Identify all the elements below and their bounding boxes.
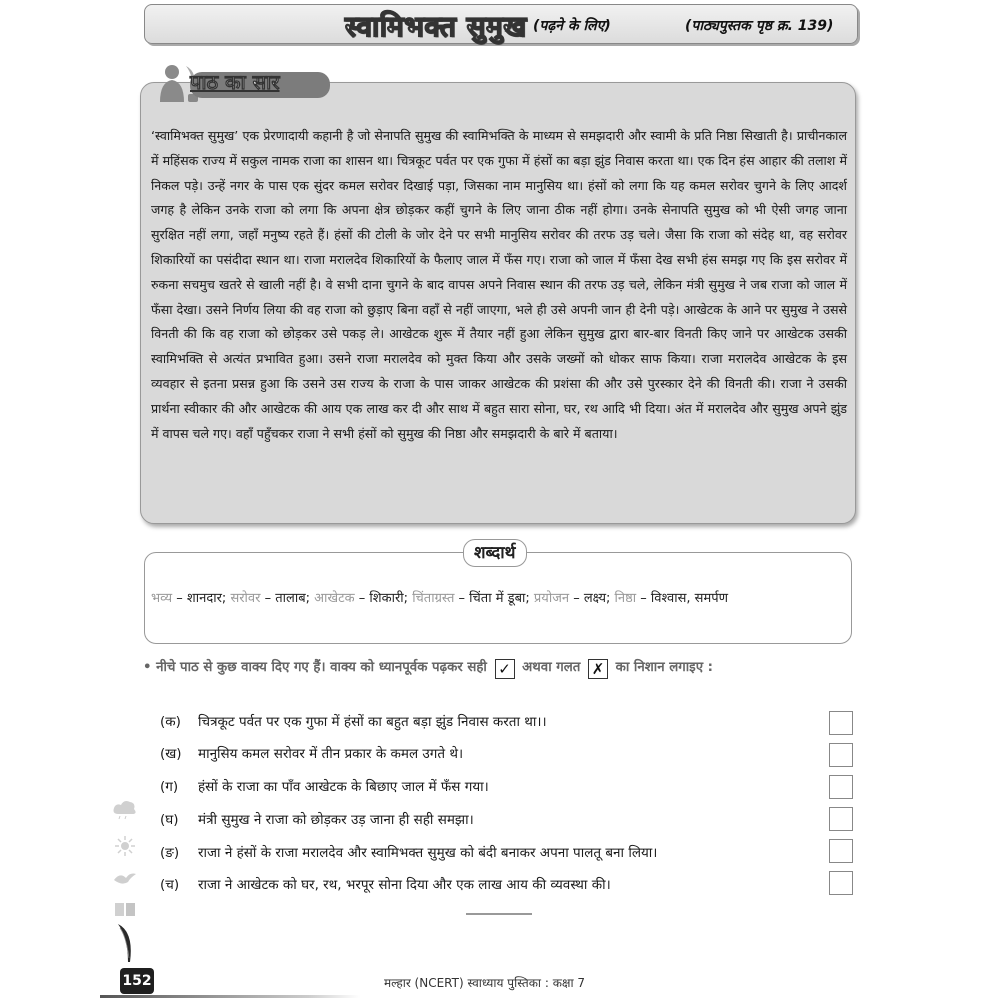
glossary-meaning: चिंता में डूबा; xyxy=(469,591,530,606)
page-title: स्वामिभक्त सुमुख xyxy=(345,10,527,43)
quill-inkpot-icon xyxy=(108,922,148,972)
summary-text: ‘स्वामिभक्त सुमुख’ एक प्रेरणादायी कहानी है जो सेनापति सुमुख की स्वामिभक्ति के माध्यम से समझदारी और स्वामी के प्रति निष्ठा सिखाती है। प्राचीनकाल में महिंसक राज्य में सकुल नामक राजा का शासन था। चित्रकूट पर्वत पर एक गुफा में हंसों का बड़ा झुंड निवास करता था। एक दिन हंस आहार की तलाश में निकल पड़े। उन्हें नगर के पास एक सुंदर कमल सरोवर दिखाई पड़ा, जिसका नाम मानुसिय था। हंसों को लगा कि यह कमल सरोवर चुगने के लिए आदर्श जगह है लेकिन उनके राजा को लगा कि अपना क्षेत्र छोड़कर कहीं चुगने के लिए जाना ठीक नहीं होगा। उनके सेनापति सुमुख को भी ऐसी जगह जाना सुरक्षित नहीं लगा, जहाँ मनुष्य रहते हैं। हंसों की टोली के जोर देने पर सभी मानुसिय सरोवर की तरफ उड़ चले। जैसा कि राजा को संदेह था, वह सरोवर शिकारियों का पसंदीदा स्थान था। राजा मरालदेव शिकारियों के फैलाए जाल में फँस गए। राजा को जाल में फँसा देख सभी हंस समझ गए कि इस सरोवर में रुकना सचमुच खतरे से खाली नहीं है। वे सभी दाना चुगने के बाद वापस अपने निवास स्थान की तरफ उड़ चले, लेकिन मंत्री सुमुख ने जब राजा को जाल में फँसा देखा। उसने निर्णय लिया की वह राजा को छुड़ाए बिना वहाँ से नहीं जाएगा, भले ही उसे अपनी जान ही देनी पड़े। आखेटक के आने पर सुमुख ने उससे विनती की कि वह राजा को छोड़कर उसे पकड़ ले। आखेटक शुरू में तैयार नहीं हुआ लेकिन सुमुख द्वारा बार-बार विनती किए जाने पर आखेटक उसकी स्वामिभक्ति से अत्यंत प्रभावित हुआ। उसने राजा मरालदेव को मुक्त किया और उसके जख्मों को धोकर साफ किया। राजा मरालदेव आखेटक के इस व्यवहार से इतना प्रसन्न हुआ कि उसने उस राज्य के राजा के पास जाकर आखेटक की प्रशंसा की और उसे पुरस्कार देने की विनती की। राजा ने उसकी प्रार्थना स्वीकार की और आखेटक की आय एक लाख कर दी और साथ में बहुत सारा सोना, घर, रथ आदि भी दिया। अंत में मरालदेव और सुमुख अपने झुंड में वापस चले गए। वहाँ पहुँचकर राजा ने सभी हंसों को सुमुख की निष्ठा और समझदारी के बारे में बताया। xyxy=(151,128,847,441)
summary-box xyxy=(140,82,856,524)
page-subtitle: (पढ़ने के लिए) xyxy=(533,18,611,34)
cross-icon: ✗ xyxy=(588,659,608,679)
glossary-term: भव्य xyxy=(151,591,173,606)
question-text: मंत्री सुमुख ने राजा को छोड़कर उड़ जाना ही सही समझा। xyxy=(198,812,474,828)
question-text: राजा ने आखेटक को घर, रथ, भरपूर सोना दिया और एक लाख आय की व्यवस्था की। xyxy=(198,877,611,893)
question-number: (ङ) xyxy=(160,845,180,861)
glossary-term: चिंताग्रस्त xyxy=(412,591,455,606)
title-bar xyxy=(144,4,858,44)
glossary-term: प्रयोजन xyxy=(533,591,570,606)
question-row xyxy=(160,777,700,795)
glossary-meaning: विश्वास, समर्पण xyxy=(650,591,729,606)
book-icon xyxy=(112,898,138,920)
question-text: हंसों के राजा का पाँव आखेटक के बिछाए जाल में फँस गया। xyxy=(198,779,489,795)
question-text: राजा ने हंसों के राजा मरालदेव और स्वामिभक्त सुमुख को बंदी बनाकर अपना पालतू बना लिया। xyxy=(198,845,658,861)
page-number-rule xyxy=(100,995,360,998)
glossary-entry: आखेटक – शिकारी; xyxy=(314,591,409,606)
glossary-entry: सरोवर – तालाब; xyxy=(230,591,311,606)
answer-checkbox[interactable] xyxy=(829,839,853,863)
bullet: • xyxy=(143,660,152,675)
textbook-page-reference: (पाठ्यपुस्तक पृष्ठ क्र. 139) xyxy=(685,18,834,34)
question-row xyxy=(160,810,700,828)
answer-checkbox[interactable] xyxy=(829,807,853,831)
question-row xyxy=(160,875,700,893)
question-row xyxy=(160,843,700,861)
sun-icon xyxy=(112,835,138,857)
glossary-entry: प्रयोजन – लक्ष्य; xyxy=(533,591,611,606)
question-number: (क) xyxy=(160,714,181,730)
glossary-term: सरोवर xyxy=(230,591,261,606)
question-text: मानुसिय कमल सरोवर में तीन प्रकार के कमल उगते थे। xyxy=(198,746,464,762)
glossary-meaning: शानदार; xyxy=(186,591,227,606)
cloud-icon xyxy=(112,798,138,820)
exercise-instruction: • नीचे पाठ से कुछ वाक्य दिए गए हैं। वाक्य को ध्यानपूर्वक पढ़कर सही ✓ अथवा गलत ✗ का निशान लगाइए : xyxy=(143,660,714,678)
glossary-meaning: शिकारी; xyxy=(369,591,409,606)
glossary-heading: शब्दार्थ xyxy=(463,539,527,567)
question-number: (च) xyxy=(160,877,180,893)
answer-checkbox[interactable] xyxy=(829,775,853,799)
glossary-entries xyxy=(151,585,845,613)
summary-heading-badge xyxy=(146,62,342,102)
answer-checkbox[interactable] xyxy=(829,711,853,735)
footer-divider xyxy=(466,913,532,915)
question-row xyxy=(160,744,700,762)
question-number: (ख) xyxy=(160,746,182,762)
question-row xyxy=(160,712,700,730)
glossary-box xyxy=(144,543,852,644)
question-text: चित्रकूट पर्वत पर एक गुफा में हंसों का बहुत बड़ा झुंड निवास करता था।। xyxy=(198,714,547,730)
glossary-term: निष्ठा xyxy=(614,591,637,606)
glossary-entry: चिंताग्रस्त – चिंता में डूबा; xyxy=(412,591,530,606)
tick-icon: ✓ xyxy=(495,659,515,679)
answer-checkbox[interactable] xyxy=(829,743,853,767)
answer-checkbox[interactable] xyxy=(829,871,853,895)
glossary-entry: निष्ठा – विश्वास, समर्पण xyxy=(614,591,729,606)
footer-book-title: मल्हार (NCERT) स्वाध्याय पुस्तिका : कक्षा 7 xyxy=(384,976,586,990)
question-number: (घ) xyxy=(160,812,179,828)
question-number: (ग) xyxy=(160,779,179,795)
bird-icon xyxy=(112,868,138,890)
page-number: 152 xyxy=(120,968,154,994)
summary-heading: पाठ का सार xyxy=(190,70,280,94)
glossary-meaning: लक्ष्य; xyxy=(583,591,611,606)
glossary-term: आखेटक xyxy=(314,591,355,606)
glossary-meaning: तालाब; xyxy=(275,591,311,606)
glossary-entry: भव्य – शानदार; xyxy=(151,591,227,606)
